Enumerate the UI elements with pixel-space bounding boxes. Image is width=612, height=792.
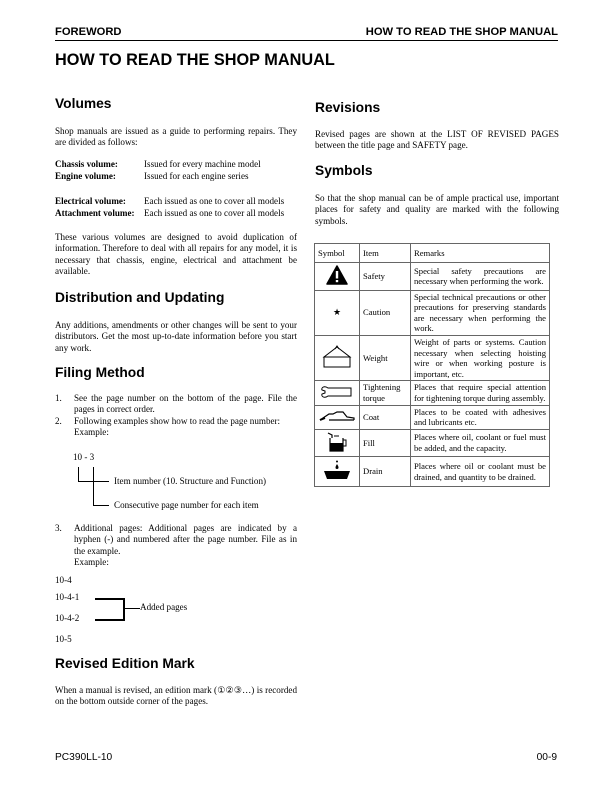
item-cell: Fill <box>360 429 411 457</box>
symbols-heading: Symbols <box>315 163 373 178</box>
table-row <box>315 405 550 429</box>
filing-step: 2. Following examples show how to read the page number: Example: <box>55 415 281 437</box>
diagram-line <box>93 467 94 506</box>
item-cell: Caution <box>360 290 411 335</box>
diagram-line <box>93 505 109 506</box>
item-cell: Drain <box>360 457 411 487</box>
volume-row-chassis <box>55 159 261 170</box>
volume-desc: Each issued as one to cover all models <box>144 207 285 218</box>
page-entry: 10-4 <box>55 575 72 585</box>
volume-name: Electrical volume: <box>55 196 126 206</box>
page-number-example: 10 - 3 <box>73 452 95 462</box>
wrench-icon <box>320 385 354 399</box>
volume-name: Attachment volume: <box>55 207 135 218</box>
table-row <box>315 429 550 457</box>
volume-desc: Issued for every machine model <box>144 159 261 169</box>
symbol-cell <box>315 381 360 405</box>
filing-steps-1-2 <box>55 393 297 438</box>
volumes-closing: These various volumes are designed to avoid duplication of information. Therefore to deal with all repairs for any model, it is necessary that chassis, engine, electrical and attachment be available. <box>55 232 297 276</box>
fill-jug-icon <box>326 432 348 452</box>
filing-step: 1. See the page number on the bottom of the page. File the pages in correct order. <box>55 393 297 415</box>
running-header <box>55 26 558 41</box>
filing-steps-3 <box>55 523 297 568</box>
volume-row-engine <box>55 171 249 182</box>
revised-mark-heading: Revised Edition Mark <box>55 656 195 671</box>
revised-mark-body: When a manual is revised, an edition mark (①②③…) is recorded on the bottom outside corner of the pages. <box>55 685 297 707</box>
symbol-cell <box>315 457 360 487</box>
star-icon: ★ <box>332 307 342 318</box>
distribution-body: Any additions, amendments or other changes will be sent to your distributors. Get the most up-to-date information before you start any work. <box>55 320 297 353</box>
consecutive-page-label: Consecutive page number for each item <box>114 500 259 510</box>
revisions-heading: Revisions <box>315 100 381 115</box>
remarks-cell: Places that require special attention for tightening torque during assembly. <box>411 381 550 405</box>
bracket-line <box>124 608 140 609</box>
drain-pan-icon <box>322 459 352 481</box>
volume-row-attachment <box>55 208 284 219</box>
page-entry: 10-4-1 <box>55 592 80 602</box>
symbol-cell <box>315 335 360 380</box>
symbol-cell <box>315 405 360 429</box>
table-header-row <box>315 244 550 263</box>
header-section: FOREWORD <box>55 26 122 38</box>
symbols-intro: So that the shop manual can be of ample practical use, important places for safety and quality are marked with the following symbols. <box>315 193 559 226</box>
volume-name: Engine volume: <box>55 170 116 181</box>
revisions-body: Revised pages are shown at the LIST OF REVISED PAGES between the title page and SAFETY page. <box>315 129 559 151</box>
remarks-cell: Places where oil, coolant or fuel must be added, and the capacity. <box>411 429 550 457</box>
filing-step: 3. Additional pages: Additional pages are indicated by a hyphen (-) and numbered after the page number. File as in the example. Example: <box>55 523 297 567</box>
remarks-cell: Places where oil or coolant must be drained, and quantity to be drained. <box>411 457 550 487</box>
oil-can-icon <box>319 409 355 423</box>
bracket-line <box>123 598 125 621</box>
table-row <box>315 335 550 380</box>
item-cell: Tightening torque <box>360 381 411 405</box>
column-header-remarks: Remarks <box>411 244 550 263</box>
page-title: HOW TO READ THE SHOP MANUAL <box>55 51 335 69</box>
item-cell: Safety <box>360 263 411 291</box>
volume-desc: Each issued as one to cover all models <box>144 196 285 206</box>
warning-triangle-icon <box>326 265 348 285</box>
symbol-cell <box>315 290 360 335</box>
volumes-intro: Shop manuals are issued as a guide to performing repairs. They are divided as follows: <box>55 126 297 148</box>
volume-desc: Issued for each engine series <box>144 170 249 181</box>
volume-row-electrical <box>55 196 284 207</box>
page-entry: 10-4-2 <box>55 613 80 623</box>
remarks-cell: Weight of parts or systems. Caution necessary when selecting hoisting wire or when working posture is important, etc. <box>411 335 550 380</box>
remarks-cell: Places to be coated with adhesives and lubricants etc. <box>411 405 550 429</box>
hoist-weight-icon <box>321 345 353 369</box>
table-row <box>315 457 550 487</box>
symbols-table <box>314 243 550 487</box>
bracket-line <box>95 619 124 621</box>
volumes-heading: Volumes <box>55 96 112 111</box>
column-header-item: Item <box>360 244 411 263</box>
table-row <box>315 381 550 405</box>
footer-model: PC390LL-10 <box>55 752 113 763</box>
item-cell: Weight <box>360 335 411 380</box>
remarks-cell: Special technical precautions or other precautions for preserving standards are necessary when performing the work. <box>411 290 550 335</box>
symbol-cell <box>315 429 360 457</box>
header-topic: HOW TO READ THE SHOP MANUAL <box>365 26 558 38</box>
table-row <box>315 263 550 291</box>
diagram-line <box>78 467 79 482</box>
remarks-cell: Special safety precautions are necessary when performing the work. <box>411 263 550 291</box>
bracket-line <box>95 598 124 600</box>
symbol-cell <box>315 263 360 291</box>
item-number-label: Item number (10. Structure and Function) <box>114 476 267 486</box>
footer-page-number: 00-9 <box>536 752 557 763</box>
added-pages-label: Added pages <box>140 602 188 612</box>
distribution-heading: Distribution and Updating <box>55 290 225 305</box>
column-header-symbol: Symbol <box>315 244 360 263</box>
table-row <box>315 290 550 335</box>
filing-heading: Filing Method <box>55 365 145 380</box>
page-entry: 10-5 <box>55 634 72 644</box>
item-cell: Coat <box>360 405 411 429</box>
volume-name: Chassis volume: <box>55 159 118 169</box>
